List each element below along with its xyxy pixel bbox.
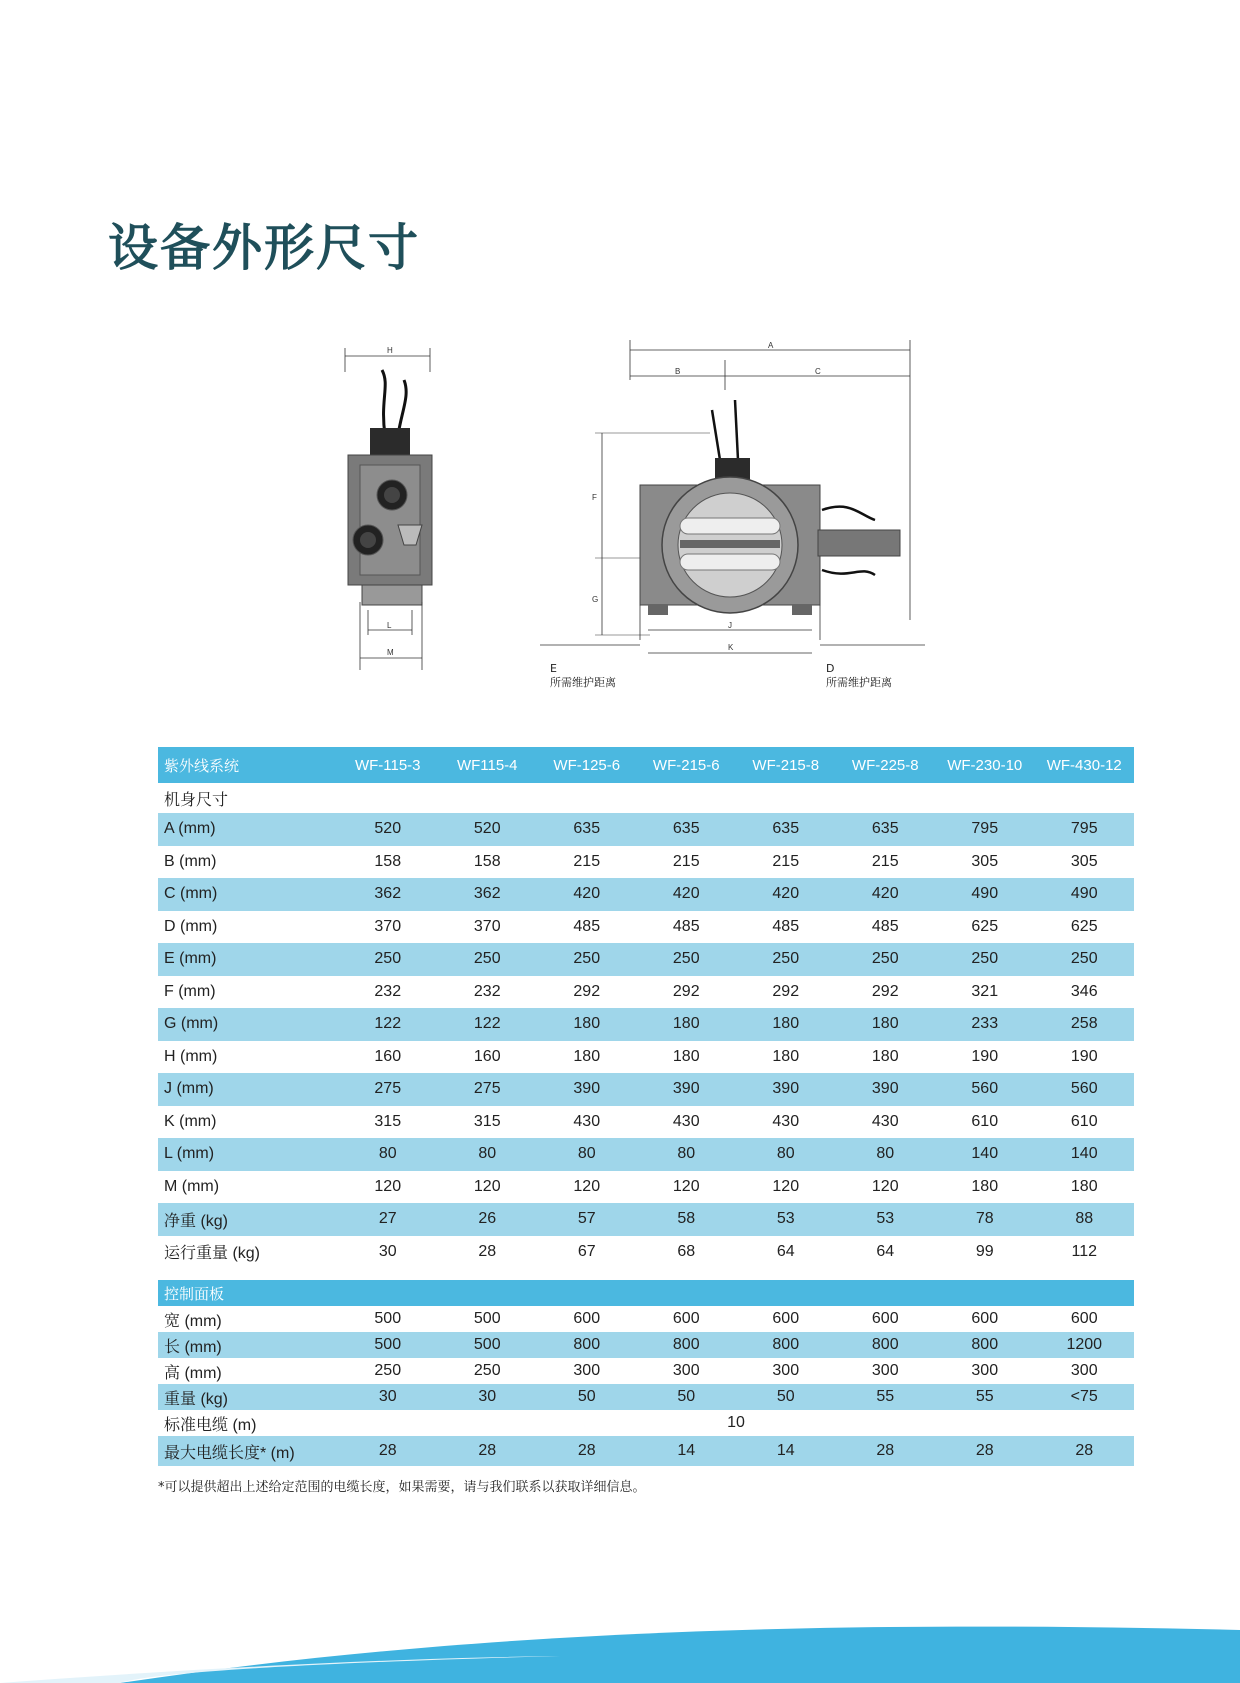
section-row-body-dimensions xyxy=(158,783,1134,813)
cell-value: 390 xyxy=(736,1073,836,1106)
cell-value: 250 xyxy=(935,943,1035,976)
table-row-cable-standard xyxy=(158,1410,1134,1436)
row-label: D (mm) xyxy=(158,911,338,944)
dim-label-l: L xyxy=(387,621,392,630)
cell-value: <75 xyxy=(1035,1384,1135,1410)
cell-value: 215 xyxy=(736,846,836,879)
table-row xyxy=(158,1358,1134,1384)
cell-value: 53 xyxy=(836,1203,936,1236)
equipment-dimension-drawing xyxy=(330,340,950,710)
cell-value: 258 xyxy=(1035,1008,1135,1041)
table-row xyxy=(158,1171,1134,1204)
cell-value: 250 xyxy=(438,1358,538,1384)
model-header: WF-215-6 xyxy=(637,747,737,783)
cell-value: 120 xyxy=(338,1171,438,1204)
cell-value: 233 xyxy=(935,1008,1035,1041)
dim-label-e: E xyxy=(550,662,557,675)
cell-value: 53 xyxy=(736,1203,836,1236)
cell-value: 27 xyxy=(338,1203,438,1236)
cell-value: 315 xyxy=(338,1106,438,1139)
cell-value: 30 xyxy=(438,1384,538,1410)
row-label: E (mm) xyxy=(158,943,338,976)
cell-value: 300 xyxy=(637,1358,737,1384)
row-label: B (mm) xyxy=(158,846,338,879)
cell-value-cable-standard: 10 xyxy=(338,1410,1134,1436)
cell-value: 215 xyxy=(537,846,637,879)
cell-value: 68 xyxy=(637,1236,737,1269)
row-label: M (mm) xyxy=(158,1171,338,1204)
row-label: A (mm) xyxy=(158,813,338,846)
table-row xyxy=(158,1138,1134,1171)
cell-value: 14 xyxy=(736,1436,836,1466)
cell-value: 120 xyxy=(537,1171,637,1204)
table-row xyxy=(158,878,1134,911)
header-filler xyxy=(836,1280,936,1306)
row-label: 标准电缆 (m) xyxy=(158,1410,338,1436)
cell-value: 560 xyxy=(1035,1073,1135,1106)
cell-value: 485 xyxy=(637,911,737,944)
cell-value: 500 xyxy=(338,1332,438,1358)
cell-value: 80 xyxy=(637,1138,737,1171)
cell-value: 28 xyxy=(438,1236,538,1269)
cell-value: 112 xyxy=(1035,1236,1135,1269)
model-header: WF-225-8 xyxy=(836,747,936,783)
cell-value: 390 xyxy=(836,1073,936,1106)
cell-value: 346 xyxy=(1035,976,1135,1009)
cell-value: 600 xyxy=(836,1306,936,1332)
cell-value: 215 xyxy=(637,846,737,879)
dimensions-table xyxy=(158,747,1134,1268)
cell-value: 362 xyxy=(338,878,438,911)
cell-value: 292 xyxy=(736,976,836,1009)
cell-value: 390 xyxy=(637,1073,737,1106)
cell-value: 120 xyxy=(637,1171,737,1204)
cell-value: 250 xyxy=(637,943,737,976)
header-filler xyxy=(637,1280,737,1306)
cell-value: 122 xyxy=(438,1008,538,1041)
cell-value: 390 xyxy=(537,1073,637,1106)
cell-value: 122 xyxy=(338,1008,438,1041)
cell-value: 485 xyxy=(836,911,936,944)
cell-value: 190 xyxy=(1035,1041,1135,1074)
cell-value: 64 xyxy=(836,1236,936,1269)
cell-value: 600 xyxy=(736,1306,836,1332)
dimensions-table-body xyxy=(158,747,1134,1268)
cell-value: 158 xyxy=(338,846,438,879)
cell-value: 250 xyxy=(338,943,438,976)
cell-value: 315 xyxy=(438,1106,538,1139)
cell-value: 250 xyxy=(438,943,538,976)
cell-value: 30 xyxy=(338,1384,438,1410)
cell-value: 28 xyxy=(537,1436,637,1466)
cell-value: 305 xyxy=(1035,846,1135,879)
cell-value: 560 xyxy=(935,1073,1035,1106)
cell-value: 28 xyxy=(1035,1436,1135,1466)
cell-value: 158 xyxy=(438,846,538,879)
cell-value: 430 xyxy=(537,1106,637,1139)
cell-value: 635 xyxy=(637,813,737,846)
row-label: C (mm) xyxy=(158,878,338,911)
cell-value: 28 xyxy=(935,1436,1035,1466)
table-row xyxy=(158,846,1134,879)
cell-value: 250 xyxy=(836,943,936,976)
cell-value: 80 xyxy=(537,1138,637,1171)
cell-value: 600 xyxy=(537,1306,637,1332)
cell-value: 795 xyxy=(935,813,1035,846)
cell-value: 28 xyxy=(338,1436,438,1466)
header-filler xyxy=(537,1280,637,1306)
cell-value: 635 xyxy=(836,813,936,846)
cell-value: 490 xyxy=(1035,878,1135,911)
cell-value: 600 xyxy=(935,1306,1035,1332)
dim-label-j: J xyxy=(728,621,732,630)
table-row xyxy=(158,976,1134,1009)
header-filler xyxy=(438,1280,538,1306)
cell-value: 140 xyxy=(1035,1138,1135,1171)
cell-value: 292 xyxy=(836,976,936,1009)
dim-label-k: K xyxy=(728,643,734,652)
cell-value: 120 xyxy=(438,1171,538,1204)
cell-value: 800 xyxy=(637,1332,737,1358)
header-filler xyxy=(736,1280,836,1306)
cell-value: 190 xyxy=(935,1041,1035,1074)
cell-value: 292 xyxy=(537,976,637,1009)
cell-value: 250 xyxy=(338,1358,438,1384)
row-label: 高 (mm) xyxy=(158,1358,338,1384)
maintenance-distance-right: 所需维护距离 xyxy=(826,676,892,689)
cell-value: 635 xyxy=(736,813,836,846)
cell-value: 120 xyxy=(836,1171,936,1204)
row-label: 重量 (kg) xyxy=(158,1384,338,1410)
cell-value: 78 xyxy=(935,1203,1035,1236)
cell-value: 795 xyxy=(1035,813,1135,846)
cell-value: 180 xyxy=(1035,1171,1135,1204)
cell-value: 520 xyxy=(338,813,438,846)
page-title: 设备外形尺寸 xyxy=(108,219,420,277)
row-label: G (mm) xyxy=(158,1008,338,1041)
header-filler xyxy=(1035,1280,1135,1306)
cell-value: 800 xyxy=(537,1332,637,1358)
cell-value: 635 xyxy=(537,813,637,846)
cell-value: 800 xyxy=(836,1332,936,1358)
row-label: F (mm) xyxy=(158,976,338,1009)
cell-value: 420 xyxy=(537,878,637,911)
cell-value: 55 xyxy=(935,1384,1035,1410)
table-row xyxy=(158,813,1134,846)
dim-label-m: M xyxy=(387,648,394,657)
row-label: H (mm) xyxy=(158,1041,338,1074)
cell-value: 160 xyxy=(438,1041,538,1074)
cell-value: 50 xyxy=(736,1384,836,1410)
section-row-control-panel xyxy=(158,1280,1134,1306)
cell-value: 180 xyxy=(736,1041,836,1074)
table-row-cable-max xyxy=(158,1436,1134,1466)
table-row xyxy=(158,1332,1134,1358)
model-header: WF-430-12 xyxy=(1035,747,1135,783)
cell-value: 140 xyxy=(935,1138,1035,1171)
row-label: K (mm) xyxy=(158,1106,338,1139)
cell-value: 500 xyxy=(438,1306,538,1332)
cell-value: 180 xyxy=(637,1041,737,1074)
table-row xyxy=(158,1073,1134,1106)
cell-value: 420 xyxy=(736,878,836,911)
cell-value: 362 xyxy=(438,878,538,911)
cell-value: 232 xyxy=(438,976,538,1009)
row-label: 净重 (kg) xyxy=(158,1203,338,1236)
row-label: 长 (mm) xyxy=(158,1332,338,1358)
cell-value: 57 xyxy=(537,1203,637,1236)
row-label: L (mm) xyxy=(158,1138,338,1171)
cell-value: 490 xyxy=(935,878,1035,911)
table-row xyxy=(158,1106,1134,1139)
cell-value: 250 xyxy=(736,943,836,976)
dim-label-g: G xyxy=(592,595,599,604)
header-filler xyxy=(935,1280,1035,1306)
dim-label-f: F xyxy=(592,493,597,502)
table-header-row xyxy=(158,747,1134,783)
row-label: J (mm) xyxy=(158,1073,338,1106)
cell-value: 625 xyxy=(1035,911,1135,944)
cell-value: 370 xyxy=(438,911,538,944)
model-header: WF-215-8 xyxy=(736,747,836,783)
cell-value: 430 xyxy=(836,1106,936,1139)
cell-value: 600 xyxy=(1035,1306,1135,1332)
table-row xyxy=(158,911,1134,944)
cell-value: 80 xyxy=(836,1138,936,1171)
cell-value: 180 xyxy=(836,1041,936,1074)
control-panel-table-body xyxy=(158,1280,1134,1466)
table-row xyxy=(158,1041,1134,1074)
cell-value: 64 xyxy=(736,1236,836,1269)
control-panel-table xyxy=(158,1280,1134,1466)
cell-value: 300 xyxy=(1035,1358,1135,1384)
system-header: 紫外线系统 xyxy=(158,747,338,783)
cell-value: 55 xyxy=(836,1384,936,1410)
row-label: 运行重量 (kg) xyxy=(158,1236,338,1269)
table-row xyxy=(158,1306,1134,1332)
cell-value: 26 xyxy=(438,1203,538,1236)
table-row xyxy=(158,943,1134,976)
cell-value: 28 xyxy=(438,1436,538,1466)
dim-label-h: H xyxy=(387,346,393,355)
cell-value: 300 xyxy=(935,1358,1035,1384)
cell-value: 80 xyxy=(736,1138,836,1171)
cell-value: 300 xyxy=(836,1358,936,1384)
cell-value: 420 xyxy=(637,878,737,911)
model-header: WF115-4 xyxy=(438,747,538,783)
cell-value: 180 xyxy=(736,1008,836,1041)
dim-label-d: D xyxy=(826,662,835,675)
maintenance-distance-left: 所需维护距离 xyxy=(550,676,616,689)
cell-value: 14 xyxy=(637,1436,737,1466)
header-filler xyxy=(338,1280,438,1306)
cell-value: 67 xyxy=(537,1236,637,1269)
cell-value: 99 xyxy=(935,1236,1035,1269)
front-view xyxy=(540,340,925,653)
cell-value: 305 xyxy=(935,846,1035,879)
cell-value: 300 xyxy=(736,1358,836,1384)
cell-value: 500 xyxy=(338,1306,438,1332)
cell-value: 250 xyxy=(537,943,637,976)
cell-value: 275 xyxy=(438,1073,538,1106)
cell-value: 250 xyxy=(1035,943,1135,976)
cell-value: 215 xyxy=(836,846,936,879)
table-row xyxy=(158,1203,1134,1236)
cell-value: 420 xyxy=(836,878,936,911)
cell-value: 80 xyxy=(338,1138,438,1171)
cell-value: 430 xyxy=(637,1106,737,1139)
cell-value: 292 xyxy=(637,976,737,1009)
cell-value: 625 xyxy=(935,911,1035,944)
cell-value: 500 xyxy=(438,1332,538,1358)
cell-value: 800 xyxy=(935,1332,1035,1358)
cell-value: 180 xyxy=(537,1041,637,1074)
cell-value: 180 xyxy=(637,1008,737,1041)
section-title-body-dimensions: 机身尺寸 xyxy=(158,783,338,813)
cell-value: 160 xyxy=(338,1041,438,1074)
cell-value: 610 xyxy=(1035,1106,1135,1139)
cell-value: 800 xyxy=(736,1332,836,1358)
cell-value: 300 xyxy=(537,1358,637,1384)
cell-value: 180 xyxy=(935,1171,1035,1204)
cell-value: 120 xyxy=(736,1171,836,1204)
model-header: WF-115-3 xyxy=(338,747,438,783)
cell-value: 485 xyxy=(736,911,836,944)
table-row xyxy=(158,1384,1134,1410)
cell-value: 600 xyxy=(637,1306,737,1332)
cell-value: 520 xyxy=(438,813,538,846)
cell-value: 180 xyxy=(836,1008,936,1041)
cell-value: 50 xyxy=(637,1384,737,1410)
model-header: WF-125-6 xyxy=(537,747,637,783)
cell-value: 58 xyxy=(637,1203,737,1236)
model-header: WF-230-10 xyxy=(935,747,1035,783)
dim-label-a: A xyxy=(768,341,774,350)
dim-label-c: C xyxy=(815,367,821,376)
cell-value: 88 xyxy=(1035,1203,1135,1236)
dimension-drawing-svg xyxy=(330,340,950,710)
table-row xyxy=(158,1236,1134,1269)
decorative-wave xyxy=(0,1618,1240,1683)
cell-value: 1200 xyxy=(1035,1332,1135,1358)
cell-value: 180 xyxy=(537,1008,637,1041)
cell-value: 232 xyxy=(338,976,438,1009)
cell-value: 370 xyxy=(338,911,438,944)
footnote: *可以提供超出上述给定范围的电缆长度，如果需要，请与我们联系以获取详细信息。 xyxy=(158,1480,646,1495)
row-label: 宽 (mm) xyxy=(158,1306,338,1332)
cell-value: 430 xyxy=(736,1106,836,1139)
cell-value: 30 xyxy=(338,1236,438,1269)
dim-label-b: B xyxy=(675,367,681,376)
section-title-control-panel: 控制面板 xyxy=(158,1280,338,1306)
cell-value: 28 xyxy=(836,1436,936,1466)
cell-value: 50 xyxy=(537,1384,637,1410)
cell-value: 610 xyxy=(935,1106,1035,1139)
cell-value: 321 xyxy=(935,976,1035,1009)
cell-value: 275 xyxy=(338,1073,438,1106)
row-label: 最大电缆长度* (m) xyxy=(158,1436,338,1466)
cell-value: 80 xyxy=(438,1138,538,1171)
table-row xyxy=(158,1008,1134,1041)
cell-value: 485 xyxy=(537,911,637,944)
